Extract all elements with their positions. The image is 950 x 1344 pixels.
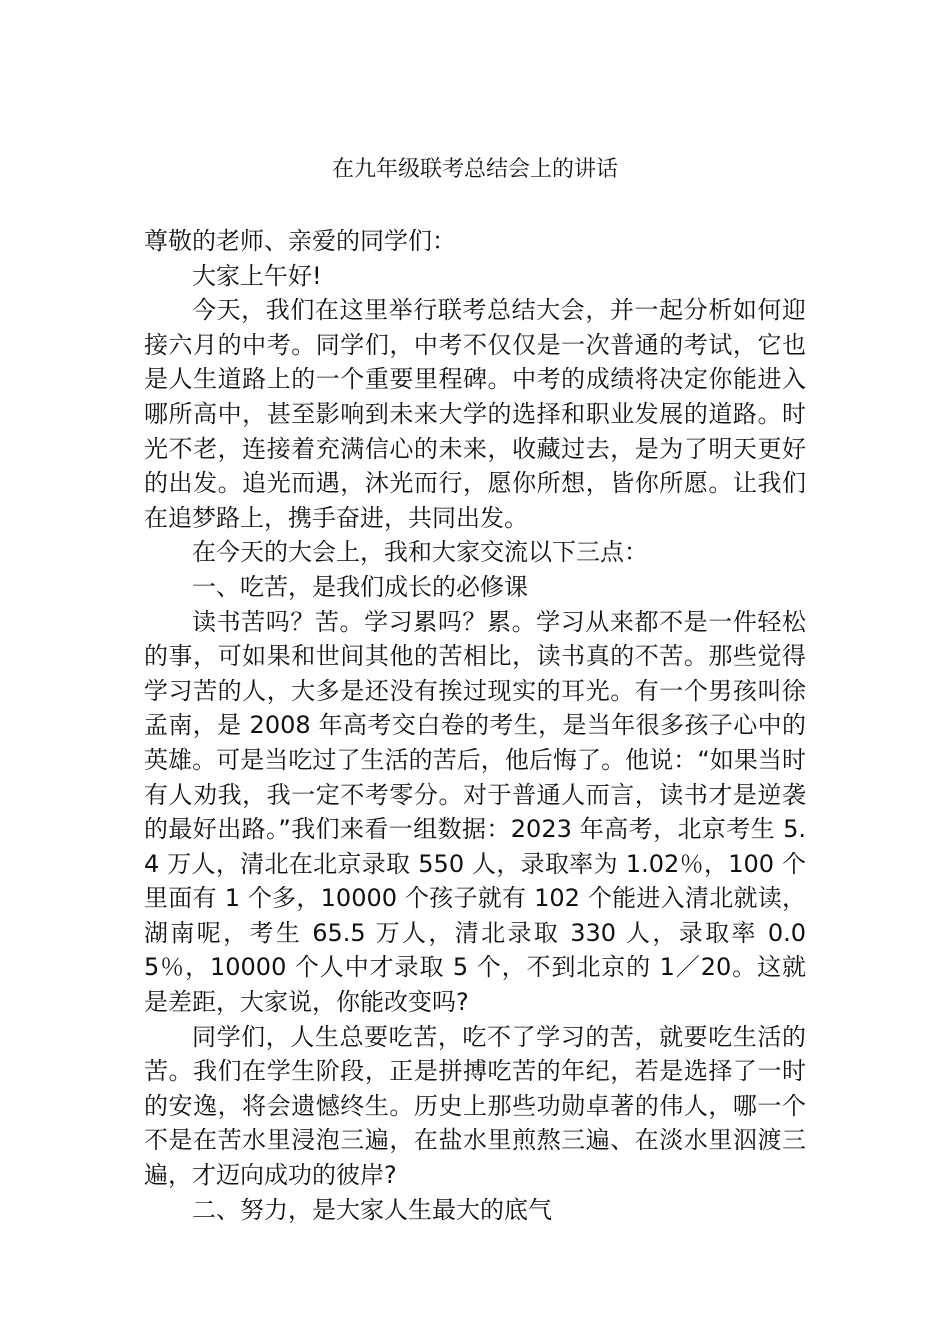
intro-paragraph: 今天，我们在这里举行联考总结大会，并一起分析如何迎接六月的中考。同学们，中考不仅仅是一次普通的考试，它也是人生道路上的一个重要里程碑。中考的成绩将决定你能进入哪所高中，甚至影响到未来大学的选择和职业发展的道路。时光不老，连接着充满信心的未来，收藏过去，是为了明天更好的出发。追光而遇，沐光而行，愿你所想，皆你所愿。让我们在追梦路上，携手奋进，共同出发。 [144, 296, 806, 532]
body-paragraph-2: 同学们，人生总要吃苦，吃不了学习的苦，就要吃生活的苦。我们在学生阶段，正是拼搏吃苦的年纪，若是选择了一时的安逸，将会遗憾终生。历史上那些功勋卓著的伟人，哪一个不是在苦水里浸泡三遍，在盐水里煎熬三遍、在淡水里泅渡三遍，才迈向成功的彼岸? [144, 1022, 806, 1190]
salutation: 尊敬的老师、亲爱的同学们： [144, 227, 456, 255]
document-page [144, 152, 806, 1227]
greeting-paragraph: 大家上午好! [192, 261, 322, 290]
section-heading-1: 一、吃苦，是我们成长的必修课 [192, 572, 528, 601]
section-heading-2: 二、努力，是大家人生最大的底气 [192, 1195, 552, 1224]
points-intro-paragraph: 在今天的大会上，我和大家交流以下三点： [192, 538, 648, 567]
body-paragraph-1: 读书苦吗？苦。学习累吗？累。学习从来都不是一件轻松的事，可如果和世间其他的苦相比，读书真的不苦。那些觉得学习苦的人，大多是还没有挨过现实的耳光。有一个男孩叫徐孟南，是 2008 年高考交白卷的考生，是当年很多孩子心中的英雄。可是当吃过了生活的苦后，他后悔了。他说：“如果当时有人劝我，我一定不考零分。对于普通人而言，读书才是逆袭的最好出路。”我们来看一组数据：2023 年高考，北京考生 5.4 万人，清北在北京录取 550 人，录取率为 1.02％，100 个里面有 1 个多，10000 个孩子就有 102 个能进入清北就读，湖南呢，考生 65.5 万人，清北录取 330 人，录取率 0.05％，10000 个人中才录取 5 个，不到北京的 1／20。这就是差距，大家说，你能改变吗? [144, 607, 806, 1017]
document-title: 在九年级联考总结会上的讲话 [331, 157, 618, 182]
